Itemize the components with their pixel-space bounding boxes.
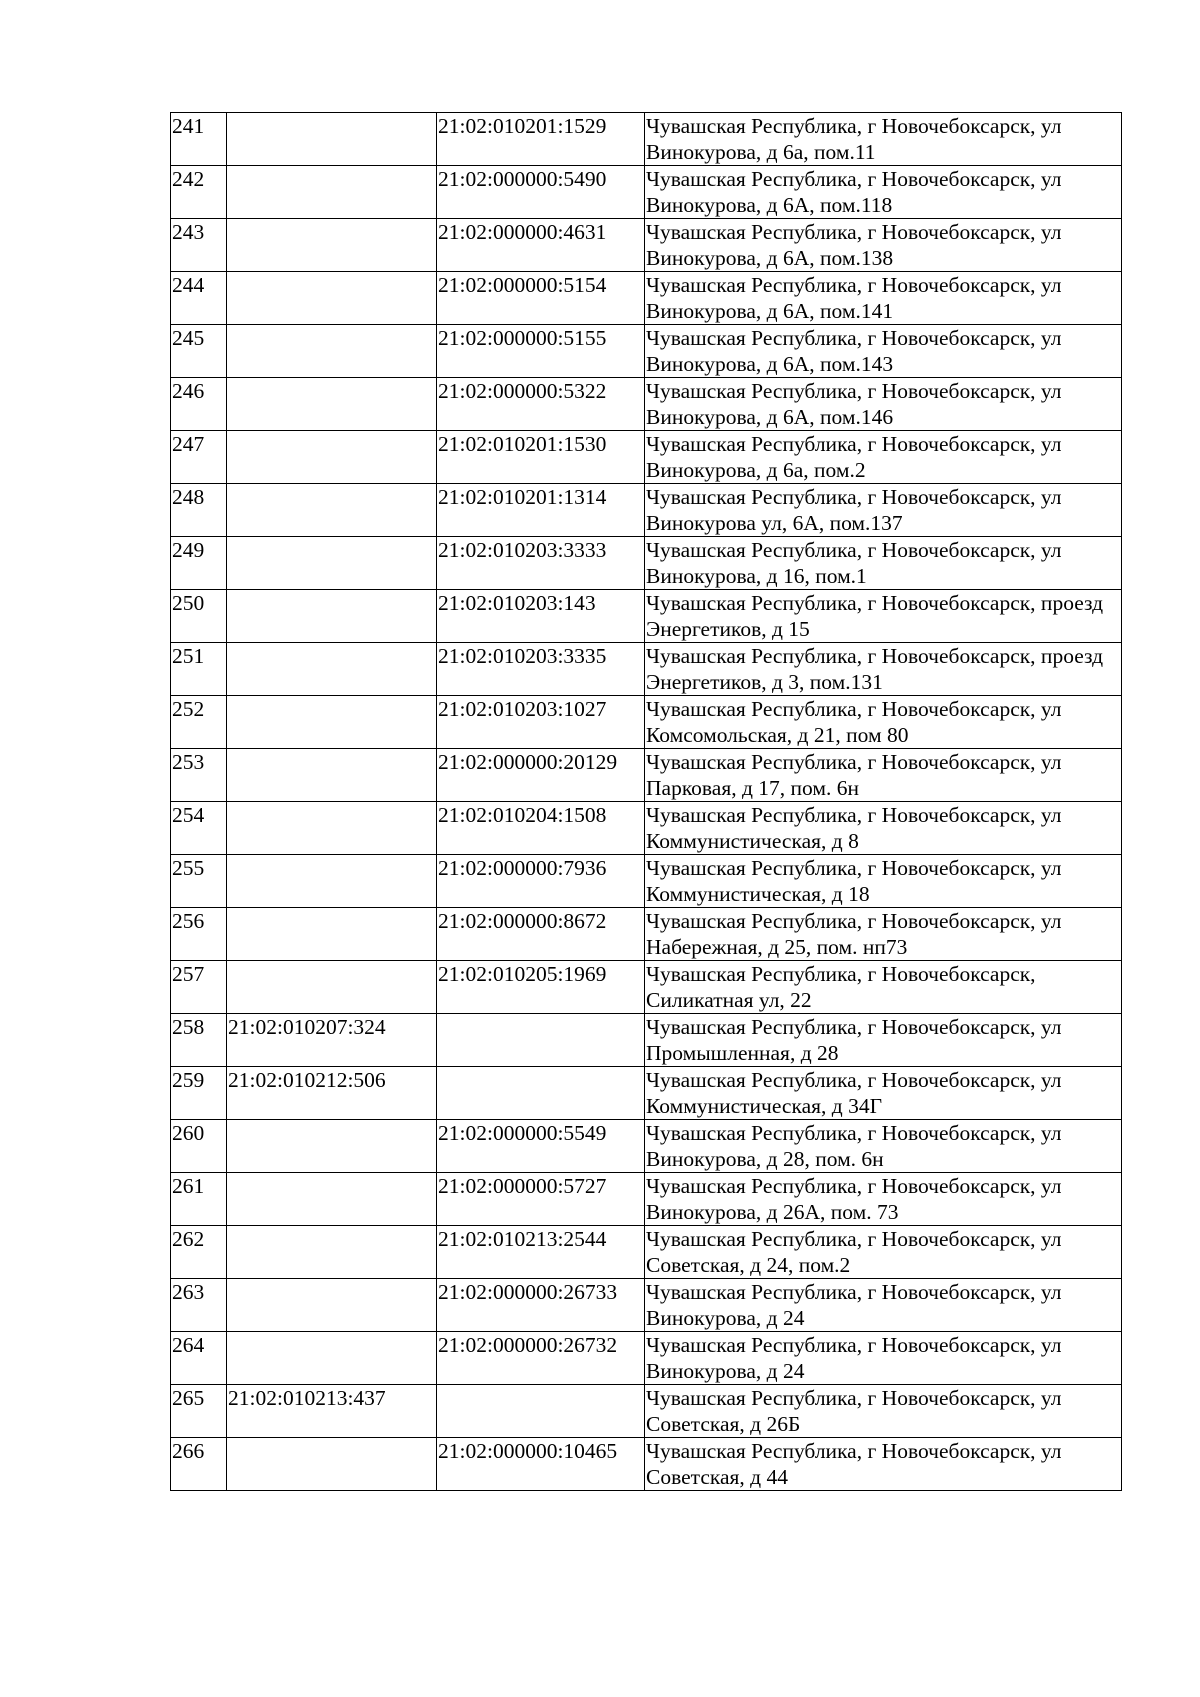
parcel-number-cell: 21:02:010213:437 — [227, 1385, 437, 1438]
cadastral-number-cell — [437, 1067, 645, 1120]
cadastral-number-cell: 21:02:010201:1530 — [437, 431, 645, 484]
cadastral-number-cell: 21:02:000000:7936 — [437, 855, 645, 908]
row-number-cell: 265 — [171, 1385, 227, 1438]
parcel-number-cell — [227, 1226, 437, 1279]
cadastral-number-cell: 21:02:000000:5549 — [437, 1120, 645, 1173]
registry-table-body — [171, 113, 1122, 1491]
row-number-cell: 244 — [171, 272, 227, 325]
cadastral-number-cell: 21:02:010203:143 — [437, 590, 645, 643]
parcel-number-cell — [227, 431, 437, 484]
table-row — [171, 1120, 1122, 1173]
address-cell: Чувашская Республика, г Новочебоксарск, ул Комсомольская, д 21, пом 80 — [645, 696, 1122, 749]
row-number-cell: 261 — [171, 1173, 227, 1226]
cadastral-number-cell: 21:02:010205:1969 — [437, 961, 645, 1014]
parcel-number-cell — [227, 749, 437, 802]
table-row — [171, 802, 1122, 855]
cadastral-number-cell: 21:02:010203:3335 — [437, 643, 645, 696]
table-row — [171, 749, 1122, 802]
parcel-number-cell — [227, 961, 437, 1014]
cadastral-number-cell: 21:02:000000:20129 — [437, 749, 645, 802]
row-number-cell: 245 — [171, 325, 227, 378]
document-page — [170, 112, 1121, 1491]
cadastral-number-cell: 21:02:010213:2544 — [437, 1226, 645, 1279]
address-cell: Чувашская Республика, г Новочебоксарск, Силикатная ул, 22 — [645, 961, 1122, 1014]
address-cell: Чувашская Республика, г Новочебоксарск, проезд Энергетиков, д 3, пом.131 — [645, 643, 1122, 696]
cadastral-number-cell: 21:02:000000:5727 — [437, 1173, 645, 1226]
parcel-number-cell — [227, 908, 437, 961]
table-row — [171, 1173, 1122, 1226]
cadastral-number-cell: 21:02:000000:8672 — [437, 908, 645, 961]
table-row — [171, 1014, 1122, 1067]
parcel-number-cell — [227, 113, 437, 166]
row-number-cell: 266 — [171, 1438, 227, 1491]
table-row — [171, 590, 1122, 643]
cadastral-number-cell — [437, 1385, 645, 1438]
parcel-number-cell — [227, 1120, 437, 1173]
row-number-cell: 246 — [171, 378, 227, 431]
row-number-cell: 260 — [171, 1120, 227, 1173]
table-row — [171, 431, 1122, 484]
address-cell: Чувашская Республика, г Новочебоксарск, ул Винокурова, д 24 — [645, 1279, 1122, 1332]
parcel-number-cell — [227, 696, 437, 749]
row-number-cell: 263 — [171, 1279, 227, 1332]
cadastral-number-cell: 21:02:010203:1027 — [437, 696, 645, 749]
cadastral-number-cell: 21:02:000000:5155 — [437, 325, 645, 378]
parcel-number-cell — [227, 219, 437, 272]
parcel-number-cell — [227, 378, 437, 431]
cadastral-number-cell: 21:02:000000:5322 — [437, 378, 645, 431]
table-row — [171, 1332, 1122, 1385]
cadastral-number-cell: 21:02:000000:4631 — [437, 219, 645, 272]
address-cell: Чувашская Республика, г Новочебоксарск, ул Советская, д 26Б — [645, 1385, 1122, 1438]
address-cell: Чувашская Республика, г Новочебоксарск, ул Винокурова, д 26А, пом. 73 — [645, 1173, 1122, 1226]
address-cell: Чувашская Республика, г Новочебоксарск, ул Винокурова, д 28, пом. 6н — [645, 1120, 1122, 1173]
address-cell: Чувашская Республика, г Новочебоксарск, ул Советская, д 24, пом.2 — [645, 1226, 1122, 1279]
table-row — [171, 696, 1122, 749]
row-number-cell: 256 — [171, 908, 227, 961]
address-cell: Чувашская Республика, г Новочебоксарск, ул Набережная, д 25, пом. нп73 — [645, 908, 1122, 961]
table-row — [171, 166, 1122, 219]
table-row — [171, 272, 1122, 325]
row-number-cell: 259 — [171, 1067, 227, 1120]
address-cell: Чувашская Республика, г Новочебоксарск, ул Винокурова, д 6А, пом.141 — [645, 272, 1122, 325]
parcel-number-cell — [227, 1279, 437, 1332]
table-row — [171, 537, 1122, 590]
parcel-number-cell — [227, 1438, 437, 1491]
address-cell: Чувашская Республика, г Новочебоксарск, ул Винокурова, д 6А, пом.143 — [645, 325, 1122, 378]
table-row — [171, 219, 1122, 272]
address-cell: Чувашская Республика, г Новочебоксарск, ул Винокурова, д 24 — [645, 1332, 1122, 1385]
table-row — [171, 961, 1122, 1014]
address-cell: Чувашская Республика, г Новочебоксарск, проезд Энергетиков, д 15 — [645, 590, 1122, 643]
row-number-cell: 242 — [171, 166, 227, 219]
parcel-number-cell — [227, 484, 437, 537]
parcel-number-cell: 21:02:010207:324 — [227, 1014, 437, 1067]
address-cell: Чувашская Республика, г Новочебоксарск, ул Коммунистическая, д 8 — [645, 802, 1122, 855]
table-row — [171, 1067, 1122, 1120]
table-row — [171, 1226, 1122, 1279]
address-cell: Чувашская Республика, г Новочебоксарск, ул Винокурова, д 6А, пом.138 — [645, 219, 1122, 272]
parcel-number-cell — [227, 590, 437, 643]
table-row — [171, 325, 1122, 378]
address-cell: Чувашская Республика, г Новочебоксарск, ул Винокурова ул, 6А, пом.137 — [645, 484, 1122, 537]
address-cell: Чувашская Республика, г Новочебоксарск, ул Винокурова, д 6а, пом.2 — [645, 431, 1122, 484]
parcel-number-cell — [227, 325, 437, 378]
row-number-cell: 251 — [171, 643, 227, 696]
address-cell: Чувашская Республика, г Новочебоксарск, ул Парковая, д 17, пом. 6н — [645, 749, 1122, 802]
address-cell: Чувашская Республика, г Новочебоксарск, ул Винокурова, д 6А, пом.118 — [645, 166, 1122, 219]
cadastral-number-cell: 21:02:000000:26733 — [437, 1279, 645, 1332]
cadastral-number-cell: 21:02:000000:5154 — [437, 272, 645, 325]
parcel-number-cell — [227, 1332, 437, 1385]
address-cell: Чувашская Республика, г Новочебоксарск, ул Винокурова, д 16, пом.1 — [645, 537, 1122, 590]
parcel-number-cell — [227, 802, 437, 855]
row-number-cell: 249 — [171, 537, 227, 590]
row-number-cell: 257 — [171, 961, 227, 1014]
cadastral-number-cell: 21:02:000000:10465 — [437, 1438, 645, 1491]
cadastral-number-cell: 21:02:010204:1508 — [437, 802, 645, 855]
address-cell: Чувашская Республика, г Новочебоксарск, ул Винокурова, д 6а, пом.11 — [645, 113, 1122, 166]
parcel-number-cell — [227, 855, 437, 908]
row-number-cell: 258 — [171, 1014, 227, 1067]
table-row — [171, 113, 1122, 166]
table-row — [171, 1385, 1122, 1438]
parcel-number-cell — [227, 1173, 437, 1226]
address-cell: Чувашская Республика, г Новочебоксарск, ул Винокурова, д 6А, пом.146 — [645, 378, 1122, 431]
address-cell: Чувашская Республика, г Новочебоксарск, ул Промышленная, д 28 — [645, 1014, 1122, 1067]
table-row — [171, 855, 1122, 908]
table-row — [171, 378, 1122, 431]
cadastral-number-cell: 21:02:010203:3333 — [437, 537, 645, 590]
parcel-number-cell — [227, 643, 437, 696]
row-number-cell: 255 — [171, 855, 227, 908]
cadastral-number-cell: 21:02:010201:1529 — [437, 113, 645, 166]
row-number-cell: 247 — [171, 431, 227, 484]
row-number-cell: 241 — [171, 113, 227, 166]
row-number-cell: 253 — [171, 749, 227, 802]
address-cell: Чувашская Республика, г Новочебоксарск, ул Коммунистическая, д 18 — [645, 855, 1122, 908]
table-row — [171, 1438, 1122, 1491]
row-number-cell: 250 — [171, 590, 227, 643]
row-number-cell: 264 — [171, 1332, 227, 1385]
row-number-cell: 248 — [171, 484, 227, 537]
cadastral-number-cell: 21:02:000000:26732 — [437, 1332, 645, 1385]
row-number-cell: 254 — [171, 802, 227, 855]
parcel-number-cell — [227, 537, 437, 590]
row-number-cell: 243 — [171, 219, 227, 272]
registry-table — [170, 112, 1122, 1491]
row-number-cell: 262 — [171, 1226, 227, 1279]
parcel-number-cell — [227, 272, 437, 325]
cadastral-number-cell: 21:02:010201:1314 — [437, 484, 645, 537]
table-row — [171, 643, 1122, 696]
cadastral-number-cell — [437, 1014, 645, 1067]
row-number-cell: 252 — [171, 696, 227, 749]
table-row — [171, 908, 1122, 961]
table-row — [171, 484, 1122, 537]
address-cell: Чувашская Республика, г Новочебоксарск, ул Советская, д 44 — [645, 1438, 1122, 1491]
table-row — [171, 1279, 1122, 1332]
parcel-number-cell — [227, 166, 437, 219]
cadastral-number-cell: 21:02:000000:5490 — [437, 166, 645, 219]
address-cell: Чувашская Республика, г Новочебоксарск, ул Коммунистическая, д 34Г — [645, 1067, 1122, 1120]
parcel-number-cell: 21:02:010212:506 — [227, 1067, 437, 1120]
